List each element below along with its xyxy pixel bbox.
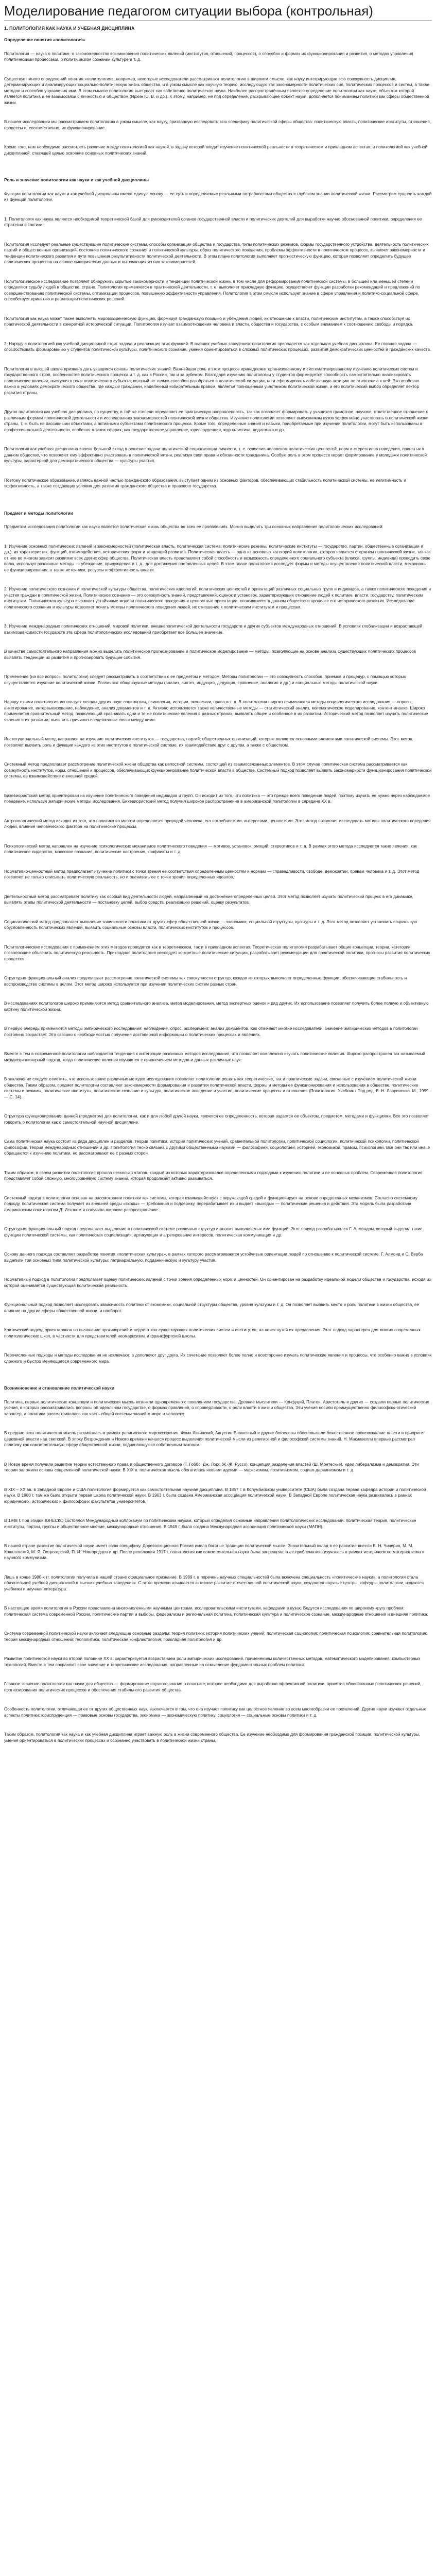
paragraph: В настоящее время политология в России представлена многочисленными научными центрами, исследовательскими институтами, кафедрами в вузах. Ведутся исследования по широкому кругу проблем: политическая система современной России, политические партии и выборы, федерализм и региональная политика, политическая культура и политическое сознание, международные отношения и внешняя политика.: [4, 1606, 428, 1617]
paragraph: Политология как наука может также выполнять мировоззренческую функцию, формируя гражданскую позицию и убеждения людей, их отношение к власти, политическим институтам, а также способствуя их практической деятельности в конкретной исторической ситуации. Политология изучает взаимоотношения человека и власти, общества и государства, с особым вниманием к соотношению свободы и порядка.: [4, 316, 413, 327]
section: [4, 37, 432, 156]
section: [4, 177, 432, 489]
paragraph: Основу данного подхода составляет разработка понятия «политическая культура», в рамках которого рассматриваются устойчивые ориентации людей по отношению к политической системе. Г. Алмонд и С. Верба выделили три основных типа политической культуры: патриархальную, подданническую и культуру участия.: [4, 1252, 423, 1263]
paragraph: Политология как учебная дисциплина вносит большой вклад в решение задачи политической социализации личности, т. е. освоения человеком политических ценностей, норм и стереотипов поведения, принятых в данном обществе, что позволяет ему эффективно участвовать в политической жизни, реализуя свои права и обязанности гражданина. Особую роль в этом процессе играет формирование у молодежи политической культуры, характерной для демократического общества — культуры участия.: [4, 447, 427, 464]
paragraph: 1. Изучение основных политических явлений и закономерностей (политическая власть, политическая система, политические режимы, политические институты — государство, партии, общественные организации и др.), их характеристик, функций, взаимодействия, исторических форм и тенденций развития. Политическая власть — одна из основных категорий политологии, которая является стержнем политической жизни, так как от нее во многом зависит развитие всех других сфер общества. Политическая власть представляет собой способность и возможность определенного социального субъекта (класса, группы, индивида) проводить свою волю, используя различные методы — убеждение, принуждение и т. д., для достижения поставленных целей. В этом плане политология исследует формы и методы осуществления политической власти, механизмы ее функционирования, а также источники, ресурсы и эффективность власти.: [4, 544, 431, 572]
paragraph: Структура функционирования данной (предметом) для политологии, как и для любой другой науки, является ее определенность, которая задается ее объектом, предметом, методами и функциями. Все это позволяет говорить о политологии как о самостоятельной научной дисциплине.: [4, 1114, 429, 1125]
paragraph: Таким образом, политология как наука и как учебная дисциплина играет важную роль в жизни современного общества. Ее изучение необходимо для формирования гражданской позиции, политической культуры, умения ориентироваться в политических процессах и осознанно участвовать в политической жизни страны.: [4, 1732, 421, 1743]
paragraph: В нашей стране развитие политической науки имеет свою специфику. Дореволюционная Россия имела богатые традиции политической мысли. Значительный вклад в ее развитие внесли Б. Н. Чичерин, М. М. Ковалевский, М. Я. Острогорский, П. И. Новгородцев и др. После революции 1917 г. политология как самостоятельная наука была запрещена, а ее проблематика изучалась в рамках исторического материализма и научного коммунизма.: [4, 1544, 425, 1561]
paragraph: Критический подход ориентирован на выявление противоречий и недостатков существующих политических систем и институтов, на поиск путей их преодоления. Этот подход характерен для многих современных политологических школ, в частности для представителей неомарксизма и франкфуртской школы.: [4, 1328, 421, 1338]
paragraph: В заключение следует отметить, что использование различных методов исследования позволяет политологии решать как теоретические, так и практические задачи, связанные с изучением политической жизни общества. Таким образом, предмет политологии составляют закономерности формирования и развития политической власти, формы и методы ее функционирования и использования в обществе, политические системы и режимы, политические институты, политическое сознание и культура, политическое поведение и участие, политические процессы и отношения (Политология: Учебник / Под ред. В. Н. Лавриненко. М., 1999. — С. 14).: [4, 1077, 430, 1099]
paragraph: Структурно-функциональный подход предполагает выделение в политической системе различных структур и анализ выполняемых ими функций. Этот подход разрабатывался Г. Алмондом, который выделил такие функции политической системы, как политическая социализация, артикуляция и агрегирование интересов, политическая коммуникация и др.: [4, 1227, 423, 1238]
section: [4, 1385, 432, 1743]
paragraph: 2. Наряду с политологией как учебной дисциплиной стоит задача и реализация этих функций. В высших учебных заведениях политология преподается как отдельная учебная дисциплина. Ее главная задача — способствовать формированию у студентов политической культуры, политического сознания, умения ориентироваться в сложных политических процессах, развития демократических ценностей и гражданских качеств.: [4, 341, 431, 352]
paragraph: В 1948 г. под эгидой ЮНЕСКО состоялся Международный коллоквиум по политическим наукам, который определил основные направления политологических исследований: политическая теория, политические институты, партии, группы и общественное мнение, международные отношения. В 1949 г. была создана Международная ассоциация политической науки (МАПН).: [4, 1518, 416, 1529]
section: [4, 510, 432, 1365]
paragraph: Структурно-функциональный анализ предполагает рассмотрение политической системы как совокупности структур, каждая из которых выполняет определенные функции, обеспечивающие стабильность и воспроизводство системы в целом. Этот метод широко используется при изучении политических систем разных стран.: [4, 976, 407, 987]
paragraph: Система современной политической науки включает следующие основные разделы: теория политики; история политических учений; политическая социология; политическая психология; сравнительная политология; теория международных отношений; геополитика; политическая конфликтология; прикладная политология и др.: [4, 1631, 427, 1642]
paragraph: Лишь в конце 1980-х гг. политология получила в нашей стране официальное признание. В 1989 г. в перечень научных специальностей была включена специальность «политические науки», а политология стала обязательной учебной дисциплиной в высших учебных заведениях. С этого времени начинается активное развитие отечественной политической науки, создаются научные центры, кафедры политологии, издаются учебники и научная литература.: [4, 1574, 424, 1591]
title-divider: [4, 20, 432, 21]
paragraph: Применение (на все вопросы политологии) следует рассматривать в соответствии с ее предметом и методом. Методы политологии — это совокупность способов, приемов и процедур, с помощью которых осуществляется изучение политической жизни. Различают общенаучные методы (анализ, синтез, индукция, дедукция, сравнение, аналогия и др.) и специальные методы политической науки.: [4, 674, 406, 685]
paragraph: Нормативный подход в политологии предполагает оценку политических явлений с точки зрения определенных норм и ценностей. Он ориентирован на разработку идеальной модели общества и государства, исходя из которой оценивается существующая политическая реальность.: [4, 1277, 431, 1288]
paragraph: Поэтому политическое образование, являясь важной частью гражданского образования, выступает одним из основных факторов, обеспечивающих стабильность политической системы, ее легитимность и эффективность, а также создающих условия для развития гражданского общества и правового государства.: [4, 478, 406, 489]
section-heading: Возникновение и становление политической науки: [4, 1385, 114, 1391]
paragraph: Системный подход в политологии основан на рассмотрении политики как системы, которая взаимодействует с окружающей средой и функционирует на основе определенных механизмов. Согласно системному подходу, политическая система получает из внешней среды «входы» — требования и поддержку, перерабатывает их и выдает «выходы» — политические решения и действия. Эта модель была разработана американским политологом Д. Истоном и получила широкое распространение.: [4, 1195, 417, 1212]
paragraph: 2. Изучение политического сознания и политической культуры общества, политических идеологий, политических ценностей и ориентаций различных социальных групп и индивидов, а также политического поведения и участия граждан в политической жизни. Политическое сознание — это совокупность знаний, представлений, оценок и установок, характеризующих отношение людей к политике, власти, государству, политическим институтам. Политическая культура выражает устойчивые модели политического поведения и ценностные ориентации, сложившиеся в данном обществе в процессе его исторического развития. Исследование политического сознания и культуры позволяет понять мотивы политического поведения людей, их отношение к политическим институтам и процессам.: [4, 587, 431, 609]
paragraph: В нашем исследовании мы рассматриваем политологию в узком смысле, как науку, призванную исследовать всю специфику политической сферы общества: политическую власть, политические институты, отношения, процессы и, соответственно, их функционирование.: [4, 120, 431, 130]
paragraph: Наряду с ними политология использует методы других наук: социологии, психологии, истории, экономики, права и т. д. В политологии широко применяются методы социологического исследования — опросы, анкетирование, интервьюирование, наблюдение, анализ документов и т. д. Активно используются также количественные методы — статистический анализ, математическое моделирование, контент-анализ. Широко применяется сравнительный метод, позволяющий сравнивать одни и те же политические явления в разных странах, выявлять общее и особенное в их развитии. Исторический метод позволяет изучать политические явления в их развитии, выявлять причинно-следственные связи между ними.: [4, 700, 428, 722]
paragraph: В средние века политическая мысль развивалась в рамках религиозного мировоззрения. Фома Аквинский, Августин Блаженный и другие богословы обосновывали божественное происхождение власти и приоритет церковной власти над светской. В эпоху Возрождения и Нового времени начался процесс выделения политической мысли из религиозной и философской системы знаний. Н. Макиавелли впервые рассмотрел политику как самостоятельную сферу общественной жизни, подчиняющуюся собственным законам.: [4, 1431, 425, 1448]
paragraph: Существует много определений понятия «политология», например, некоторые исследователи рассматривают политологию в широком смысле, как науку интегрирующую всю совокупность дисциплин, детерминирующих и анализирующих социально-политическую жизнь общества, и в узком смысле как научную теорию, исследующую как закономерности политических сил, политических процессов и систем, а также методов и способов управления ими. В этом смысле политология выступает как собственно политическая наука. Наиболее распространённым является определение политологии как науки, объектом которой является политика и её взаимосвязи с личностью и обществом (Ирхин Ю. В. и др.). К этому, например, не под определение, раскрывающее объект науки, дополняется пониманием политики как сферы общественной жизни.: [4, 76, 429, 105]
paragraph: Политологические исследования с применением этих методов проводятся как в теоретическом, так и в прикладном аспектах. Теоретическая политология разрабатывает общие концепции, теории, категории, позволяющие объяснить политическую реальность. Прикладная политология исследует конкретные политические ситуации, разрабатывает рекомендации для практической политики, прогнозы развития политических процессов.: [4, 944, 430, 961]
page-title: Моделирование педагогом ситуации выбора (контрольная): [4, 3, 373, 19]
paragraph: Сама политическая наука состоит из ряда дисциплин и разделов: теории политики, истории политических учений, сравнительной политологии, политической социологии, политической психологии, политической философии, теории международных отношений и др. Политология тесно связана с другими общественными науками — философией, социологией, историей, экономикой, правом, психологией. Все они так или иначе обращаются к изучению политики, но рассматривают ее с разных сторон.: [4, 1139, 430, 1156]
paragraph: Другая политология как учебная дисциплина, по существу, в той же степени определяет ее практическую направленность, так как позволяет формировать у учащихся грамотное, научное, ответственное отношение к различным формам политической деятельности и исследованию закономерностей политической жизни общества. Изучение политологии позволяет выпускникам вузов эффективно участвовать в политической жизни страны, т. е. быть не пассивными объектами, а активными субъектами политического процесса. Кроме того, определенные знания и навыки, приобретаемые при изучении политологии, могут быть использованы в профессиональной деятельности, особенно в таких сферах, как государственное управление, юриспруденция, журналистика, педагогика и др.: [4, 410, 429, 432]
section-heading: Предмет и методы политологии: [4, 510, 73, 516]
paragraph: Главное значение политологии как науки для общества — формирование научного знания о политике, которое необходимо для выработки эффективной политики, принятия обоснованных политических решений, прогнозирования политических процессов и обеспечения стабильного развития общества.: [4, 1682, 422, 1692]
paragraph: Развитие политической науки во второй половине XX в. характеризуется возрастанием роли эмпирических исследований, применением количественных методов, математического моделирования, компьютерных технологий. Вместе с тем сохраняют свое значение и теоретические исследования, направленные на осмысление фундаментальных проблем политики.: [4, 1656, 421, 1667]
document-body: [4, 37, 432, 1743]
paragraph: Антропологический метод исходит из того, что политика во многом определяется природой человека, его потребностями, интересами, ценностями. Этот метод позволяет исследовать мотивы политического поведения людей, влияние человеческого фактора на политические процессы.: [4, 818, 431, 829]
paragraph: В XIX – XX вв. в Западной Европе и США политология формируется как самостоятельная научная дисциплина. В 1857 г. в Колумбийском университете (США) была создана первая кафедра истории и политической науки. В 1880 г. там же была открыта первая школа политической науки. В 1903 г. была создана Американская ассоциация политической науки. В Западной Европе политическая наука развивалась в рамках юридических, исторических и философских факультетов университетов.: [4, 1487, 426, 1504]
paragraph: Системный метод предполагает рассмотрение политической жизни общества как целостной системы, состоящей из взаимосвязанных элементов. В этом случае политическая система рассматривается как совокупность институтов, норм, отношений и процессов, обеспечивающих функционирование политической власти в обществе. Системный подход позволяет выявить закономерности функционирования политической системы, ее взаимодействие с внешней средой.: [4, 762, 432, 779]
paragraph: 1. Политология как наука является необходимой теоретической базой для руководителей органов государственной власти и политических деятелей для выработки научно обоснованной политики, определения ее стратегии и тактики.: [4, 216, 422, 228]
paragraph: Перечисленные подходы и методы исследования не исключают, а дополняют друг друга. Их сочетание позволяет более полно и всесторонне изучать политические явления и процессы, что особенно важно в условиях сложного и быстро меняющегося современного мира.: [4, 1353, 432, 1364]
paragraph: Предметом исследования политологии как науки является политическая жизнь общества во всех ее проявлениях. Можно выделить три основных направления политологических исследований:: [4, 524, 383, 530]
paragraph: Политика, первые политические концепции и политическая мысль возникли одновременно с появлением государства. Древние мыслители — Конфуций, Платон, Аристотель и другие — создали первые политические учения, в которых рассматривались вопросы об идеальном государстве, о формах правления, о справедливости, о роли власти в жизни общества. Эти учения носили преимущественно философско-этический характер, а политика рассматривалась как часть общей системы знаний о мире и человеке.: [4, 1399, 429, 1416]
paragraph: Функции политологии как науки и как учебной дисциплины имеют единую основу — ее суть и определяемые реальными потребностями общества в глубоком знании политической жизни. Рассмотрим сущность каждой из функций политологии.: [4, 191, 432, 202]
chapter-subtitle: 1. ПОЛИТОЛОГИЯ КАК НАУКА И УЧЕБНАЯ ДИСЦИПЛИНА: [4, 26, 135, 31]
section-heading: Определение понятия «политология»: [4, 37, 85, 42]
paragraph: В исследованиях политологов широко применяются метод сравнительного анализа, метод моделирования, метод экспертных оценок и ряд других. Их использование позволяет получить более полную и объективную картину политической жизни.: [4, 1001, 429, 1012]
paragraph: В первую очередь применяются методы эмпирического исследования: наблюдение, опрос, эксперимент, анализ документов. Как отмечают многие исследователи, значение эмпирических методов в политологии постоянно возрастает. Это связано с необходимостью получения достоверной информации о политических процессах и явлениях.: [4, 1026, 418, 1037]
paragraph: Политология в высшей школе призвана дать учащимся основы политических знаний. Важнейшая роль в этом процессе принадлежит организованному и систематизированному изучению политических систем и государственного строя, особенностей политического процесса и т. д. как в России, так и за рубежом. Благодаря изучению политологии у студентов формируется способность самостоятельно анализировать политические явления, выступая в роли политического субъекта, который не только способен разобраться в политической ситуации, но и сформировать собственную позицию по отношению к ней. Это особенно важно в условиях демократического общества, где каждый гражданин, наделенный избирательным правом, является полноценным участником политической жизни, и его политический выбор определяет вектор развития страны.: [4, 366, 420, 395]
paragraph: Таким образом, в своем развитии политология прошла несколько этапов, каждый из которых характеризовался определенными подходами к изучению политики и ее основных проблем. Современная политология представляет собой сложную, многоуровневую систему знаний, которая продолжает активно развиваться.: [4, 1170, 423, 1181]
paragraph: В Новое время получили развитие теории естественного права и общественного договора (Т. Гоббс, Дж. Локк, Ж.-Ж. Руссо), концепция разделения властей (Ш. Монтескье), идеи либерализма и демократии. Эти теории заложили основы современной политической науки. В XIX в. политическая мысль обогатилась новыми идеями — марксизмом, позитивизмом, социал-дарвинизмом и т. д.: [4, 1462, 419, 1473]
paragraph: Нормативно-ценностный метод предполагает изучение политики с точки зрения ее соответствия определенным ценностям и нормам — справедливости, свободе, демократии, правам человека и т. д. Этот метод позволяет не только описывать политическую реальность, но и оценивать ее с точки зрения определенных идеалов.: [4, 869, 420, 880]
paragraph: Деятельностный метод рассматривает политику как особый вид деятельности людей, направленный на достижение определенных целей. Этот метод позволяет изучать политический процесс в его динамике, выявлять этапы политической деятельности — постановку целей, выбор средств, реализацию решений, оценку результатов.: [4, 894, 413, 905]
paragraph: Вместе с тем в современной политологии наблюдается тенденция к интеграции различных методов исследования, что позволяет комплексно изучать политические явления. Широко распространен так называемый междисциплинарный подход, когда политические явления изучаются с привлечением методов и данных различных наук.: [4, 1052, 425, 1062]
paragraph: Политологическое исследование позволяет обнаружить скрытые закономерности и тенденции политической жизни, в том числе для реформирования политической системы, в большей или меньшей степени определяют судьбу людей в обществе, стране. Политология применяется в практической деятельности, т. е. выполняет прикладную функцию, осуществляет функции разработки рекомендаций и предложений по совершенствованию политической системы, оптимизации процессов, повышению эффективности управления. Политология в этом смысле использует знание в сфере управления и политико-социальной сфере, способствует принятию и реализации политических решений.: [4, 279, 420, 302]
paragraph: Особенность политологии, отличающая ее от других общественных наук, заключается в том, что она изучает политику как целостное явление во всем многообразии ее проявлений. Другие науки изучают отдельные аспекты политики: юриспруденция — правовые основы государства, экономика — экономическую политику, социология — социальные основы политики и т. д.: [4, 1707, 427, 1718]
paragraph: Кроме того, нам необходимо рассмотреть различие между политологией как наукой, в задачу которой входит изучение политической реальности в теоретическом и прикладном аспектах, и политологией как учебной дисциплиной, ставящей целью освоение основных политических знаний.: [4, 145, 428, 156]
paragraph: Политология исследует реальные существующие политические системы, способы организации общества и государства, типы политических режимов, формы государственного устройства, деятельность политических партий и общественных организаций, состояние политического сознания и политической культуры, образ политического поведения, проблемы эффективности в политическом процессе, выявляет закономерности и тенденции политического развития и пути повышения результативности политической деятельности. В этом плане политология выполняет прогностическую функцию, которая позволяет определить будущее политических процессов на основе эмпирических данных и вытекающих из них закономерностей.: [4, 242, 429, 265]
paragraph: Бихевиористский метод ориентирован на изучение политического поведения индивидов и групп. Он исходит из того, что политика — это прежде всего поведение людей, поэтому изучать ее нужно через наблюдаемое поведение, используя эмпирические методы исследования. Бихевиористский метод получил широкое распространение в американской политологии в середине XX в.: [4, 793, 430, 804]
paragraph: Психологический метод направлен на изучение психологических механизмов политического поведения — мотивов, установок, эмоций, стереотипов и т. д. В рамках этого метода исследуются такие явления, как политическое лидерство, массовое сознание, политические настроения, конфликты и т. д.: [4, 843, 417, 855]
paragraph: Функциональный подход позволяет исследовать зависимость политики от экономики, социальной структуры общества, уровня культуры и т. д. Он позволяет выявить место и роль политики в жизни общества, ее влияние на другие сферы общественной жизни, и наоборот.: [4, 1302, 420, 1313]
paragraph: Институциональный метод направлен на изучение политических институтов — государства, партий, общественных организаций, которые являются основными элементами политической системы. Этот метод позволяет выявить роль и функции каждого из этих институтов в политической системе, их взаимодействие друг с другом, а также с обществом.: [4, 737, 412, 748]
paragraph: Социологический метод предполагает выявление зависимости политики от других сфер общественной жизни — экономики, социальной структуры, культуры и т. д. Этот метод позволяет установить социальную обусловленность политических явлений, выявить социальные основы власти, политических институтов и процессов.: [4, 919, 417, 930]
paragraph: Политология — наука о политике, о закономерностях возникновения политических явлений (институтов, отношений, процессов), о способах и формах их функционирования и развития, о методах управления политическими процессами, о политическом сознании культуре и т. д.: [4, 51, 413, 62]
paragraph: 3. Изучение международных политических отношений, мировой политики, внешнеполитической деятельности государств и других субъектов международных отношений. В условиях глобализации и возрастающей взаимозависимости государств эта сфера политологических исследований приобретает все большее значение.: [4, 624, 423, 635]
section-heading: Роль и значение политологии как науки и как учебной дисциплины: [4, 177, 149, 183]
paragraph: В качестве самостоятельного направления можно выделить политическое прогнозирование и политическое моделирование — методы, позволяющие на основе анализа существующих политических процессов выявлять тенденции их развития и прогнозировать будущие события.: [4, 649, 416, 660]
